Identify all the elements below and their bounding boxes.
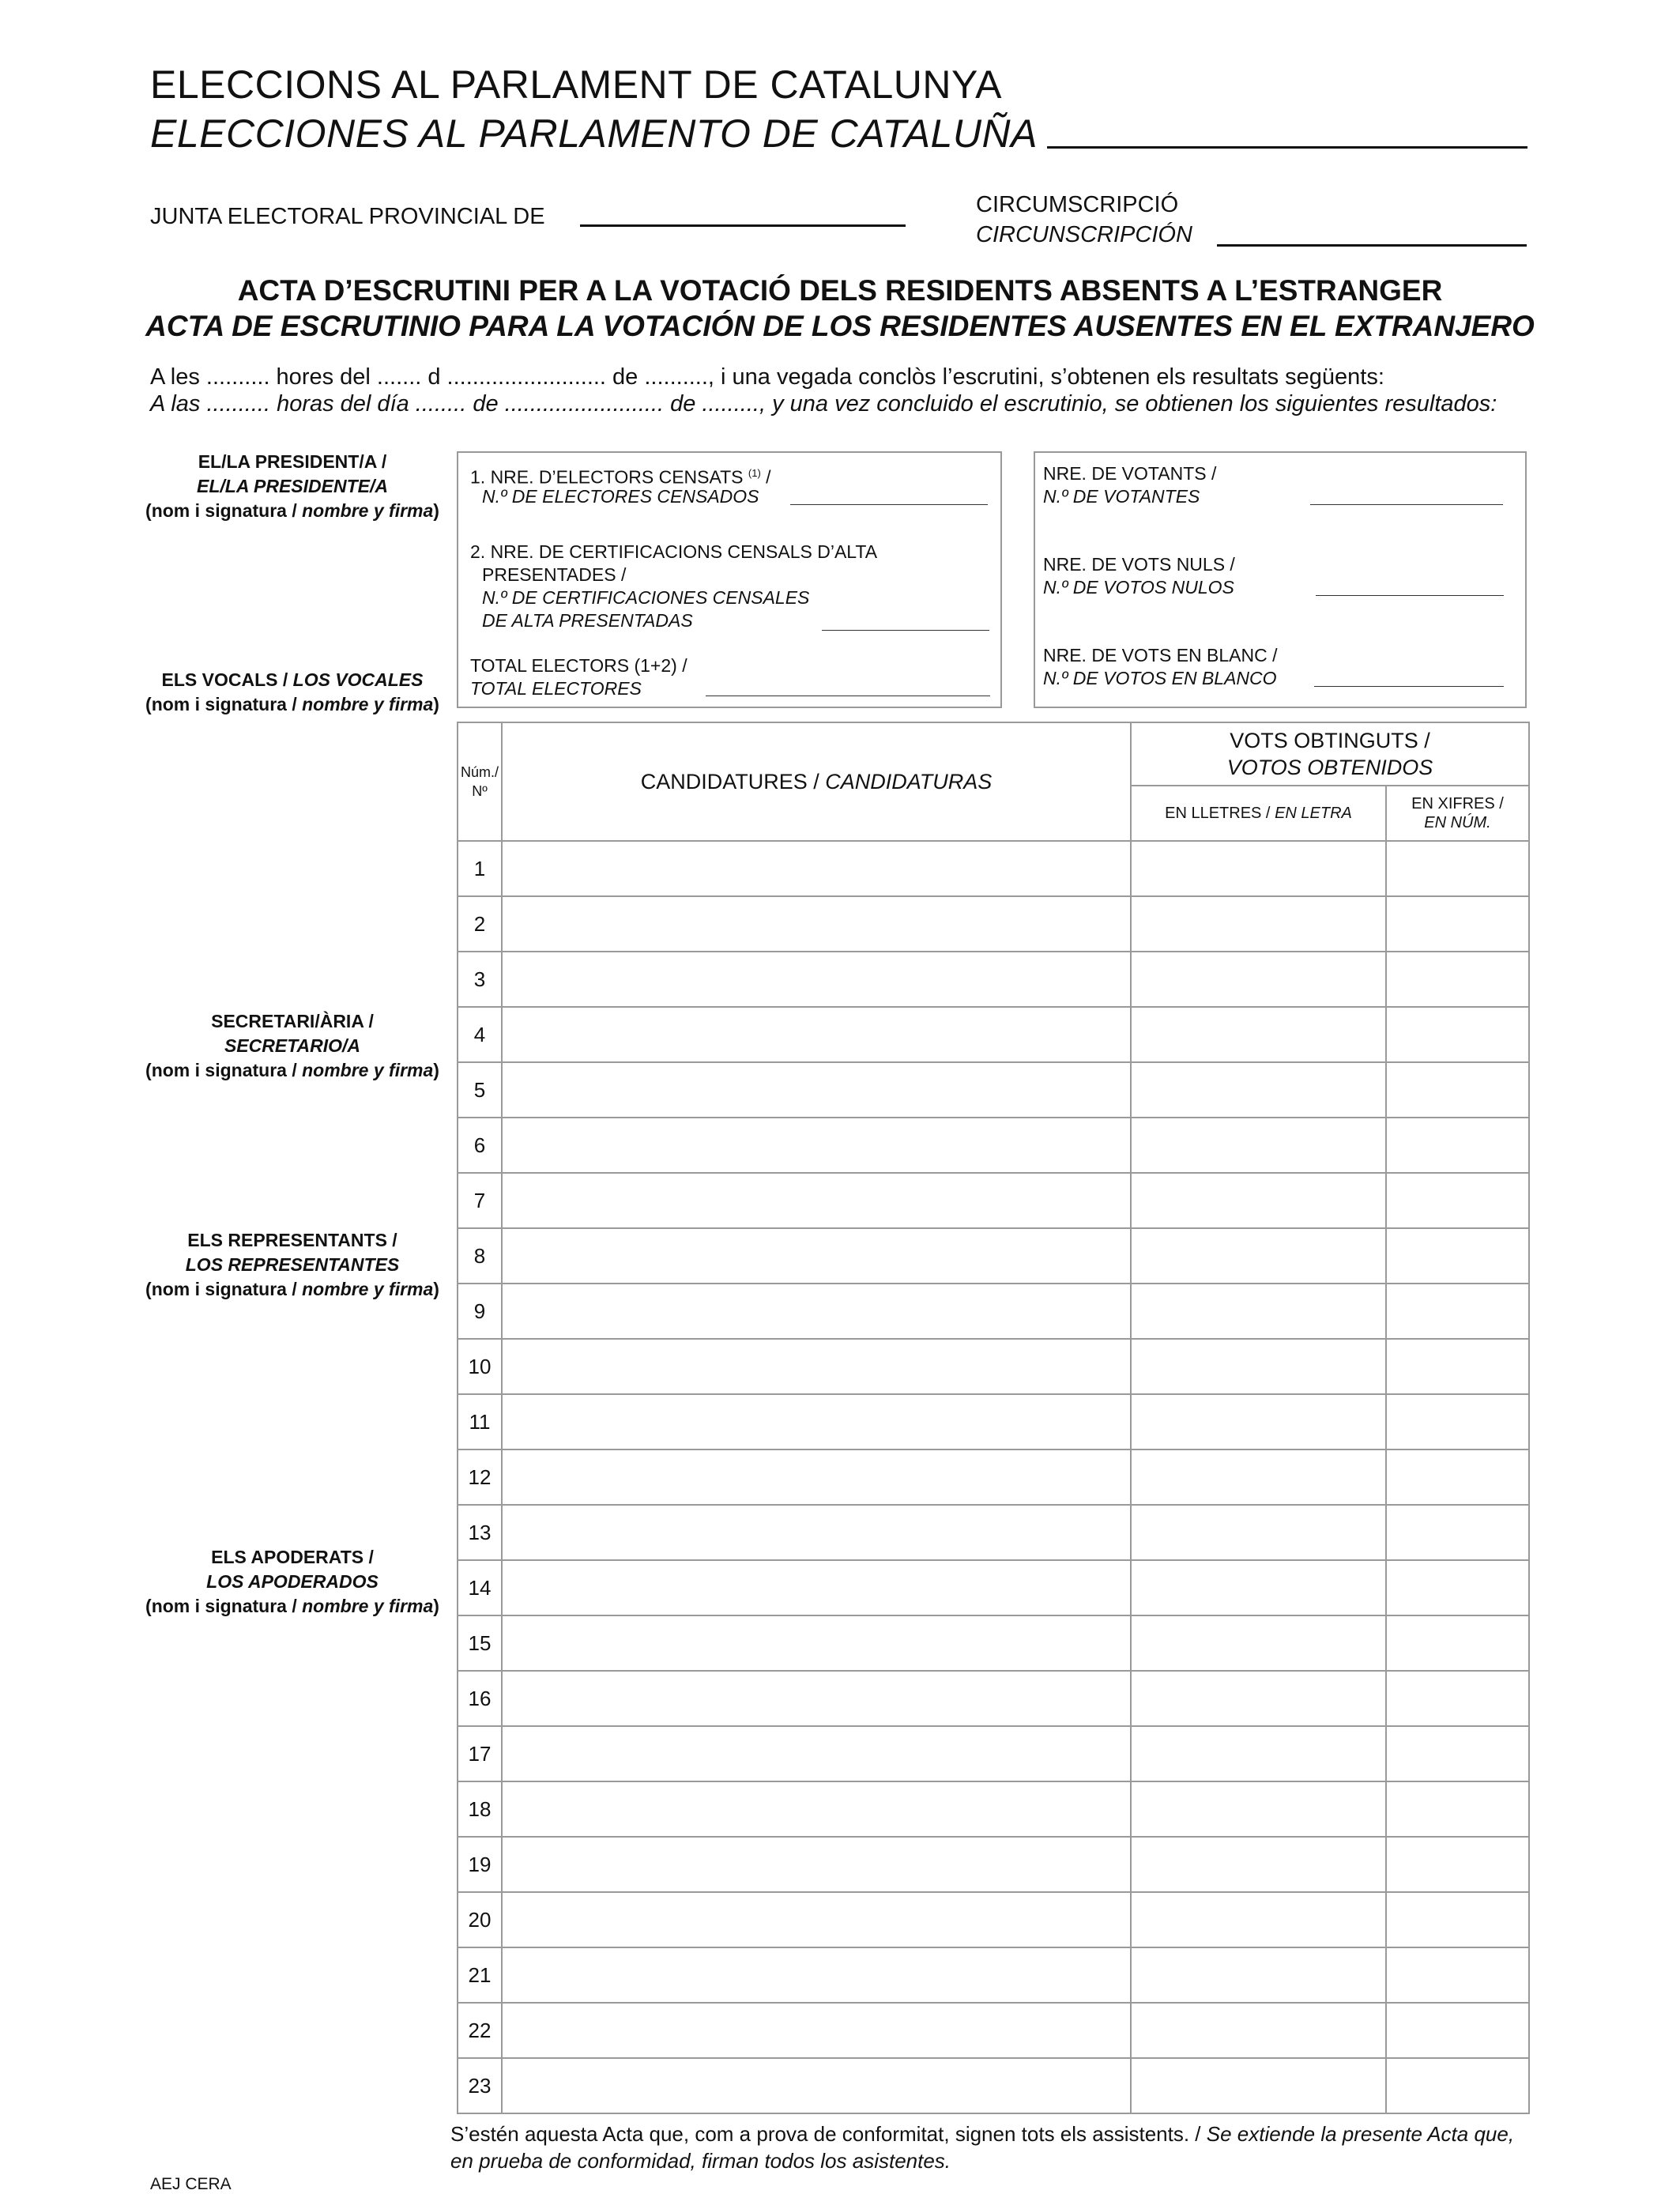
votes-words-cell[interactable] bbox=[1131, 1449, 1386, 1505]
electors-total-es: TOTAL ELECTORES bbox=[470, 678, 642, 699]
votes-figures-cell[interactable] bbox=[1386, 1892, 1529, 1947]
junta-label: JUNTA ELECTORAL PROVINCIAL DE bbox=[150, 204, 545, 229]
footer-statement: S’estén aquesta Acta que, com a prova de conformitat, signen tots els assistents. / Se extiende la presente Acta que, en prueba de conformidad, firman todos los asistentes. bbox=[450, 2122, 1515, 2173]
candidature-cell[interactable] bbox=[502, 1726, 1131, 1781]
table-row bbox=[458, 1007, 1529, 1062]
candidatures-header: CANDIDATURES / CANDIDATURAS bbox=[502, 722, 1131, 841]
table-row bbox=[458, 1837, 1529, 1892]
electors-item1-ca: 1. NRE. D’ELECTORS CENSATS $^{(1)}$ / bbox=[470, 466, 771, 488]
candidature-cell[interactable] bbox=[502, 1062, 1131, 1118]
circ-fill-line[interactable] bbox=[1217, 244, 1527, 247]
table-row bbox=[458, 896, 1529, 952]
electors-total-ca: TOTAL ELECTORS (1+2) / bbox=[470, 655, 687, 676]
candidature-cell[interactable] bbox=[502, 1118, 1131, 1173]
votes-words-cell[interactable] bbox=[1131, 1062, 1386, 1118]
junta-fill-line[interactable] bbox=[580, 224, 906, 227]
row-number: 13 bbox=[458, 1505, 502, 1560]
votes-figures-cell[interactable] bbox=[1386, 1118, 1529, 1173]
votes-figures-cell[interactable] bbox=[1386, 1671, 1529, 1726]
row-number: 19 bbox=[458, 1837, 502, 1892]
votes-words-cell[interactable] bbox=[1131, 1118, 1386, 1173]
votes-words-cell[interactable] bbox=[1131, 1007, 1386, 1062]
votes-figures-cell[interactable] bbox=[1386, 1560, 1529, 1615]
candidature-cell[interactable] bbox=[502, 1947, 1131, 2003]
votes-words-cell[interactable] bbox=[1131, 1947, 1386, 2003]
table-row bbox=[458, 1560, 1529, 1615]
row-number: 4 bbox=[458, 1007, 502, 1062]
table-row bbox=[458, 2003, 1529, 2058]
acta-title-catalan: ACTA D’ESCRUTINI PER A LA VOTACIÓ DELS RESIDENTS ABSENTS A L’ESTRANGER bbox=[237, 274, 1443, 307]
candidature-cell[interactable] bbox=[502, 1394, 1131, 1449]
title-catalan: ELECCIONS AL PARLAMENT DE CATALUNYA bbox=[150, 62, 1002, 107]
candidature-cell[interactable] bbox=[502, 1671, 1131, 1726]
votes-words-cell[interactable] bbox=[1131, 1284, 1386, 1339]
votes-words-cell[interactable] bbox=[1131, 1615, 1386, 1671]
row-number: 10 bbox=[458, 1339, 502, 1394]
row-number: 20 bbox=[458, 1892, 502, 1947]
votes-words-cell[interactable] bbox=[1131, 2058, 1386, 2113]
votes-figures-cell[interactable] bbox=[1386, 1449, 1529, 1505]
blanc-es: N.º DE VOTOS EN BLANCO bbox=[1043, 668, 1277, 688]
votes-words-cell[interactable] bbox=[1131, 1726, 1386, 1781]
votes-words-cell[interactable] bbox=[1131, 841, 1386, 896]
table-row bbox=[458, 1394, 1529, 1449]
row-number: 22 bbox=[458, 2003, 502, 2058]
row-number: 12 bbox=[458, 1449, 502, 1505]
table-row bbox=[458, 841, 1529, 896]
nuls-ca: NRE. DE VOTS NULS / bbox=[1043, 554, 1235, 575]
candidature-cell[interactable] bbox=[502, 1173, 1131, 1228]
table-row bbox=[458, 1173, 1529, 1228]
apoderats-label: ELS APODERATS / LOS APODERADOS (nom i signatura / nombre y firma) bbox=[145, 1547, 439, 1616]
candidature-cell[interactable] bbox=[502, 1007, 1131, 1062]
votes-words-cell[interactable] bbox=[1131, 1837, 1386, 1892]
votes-figures-cell[interactable] bbox=[1386, 1781, 1529, 1837]
table-row bbox=[458, 1339, 1529, 1394]
votes-figures-cell[interactable] bbox=[1386, 1228, 1529, 1284]
nuls-line[interactable] bbox=[1316, 595, 1504, 596]
candidatures-table bbox=[457, 722, 1530, 2114]
votes-words-cell[interactable] bbox=[1131, 1173, 1386, 1228]
row-number: 16 bbox=[458, 1671, 502, 1726]
table-row bbox=[458, 1726, 1529, 1781]
votants-ca: NRE. DE VOTANTS / bbox=[1043, 463, 1217, 484]
row-number: 15 bbox=[458, 1615, 502, 1671]
votes-figures-cell[interactable] bbox=[1386, 1837, 1529, 1892]
row-number: 7 bbox=[458, 1173, 502, 1228]
table-row bbox=[458, 1062, 1529, 1118]
votes-words-cell[interactable] bbox=[1131, 896, 1386, 952]
electors-item1-es: N.º DE ELECTORES CENSADOS bbox=[482, 486, 759, 507]
votes-figures-cell[interactable] bbox=[1386, 1284, 1529, 1339]
table-row bbox=[458, 1449, 1529, 1505]
form-code: AEJ CERA bbox=[150, 2175, 232, 2193]
votes-obtained-header: VOTS OBTINGUTS / VOTOS OBTENIDOS bbox=[1131, 722, 1529, 786]
secretari-label: SECRETARI/ÀRIA / SECRETARIO/A (nom i signatura / nombre y firma) bbox=[145, 1011, 439, 1080]
votes-words-cell[interactable] bbox=[1131, 1781, 1386, 1837]
table-row bbox=[458, 1671, 1529, 1726]
candidature-cell[interactable] bbox=[502, 1837, 1131, 1892]
circ-label-spanish: CIRCUNSCRIPCIÓN bbox=[976, 222, 1192, 247]
votes-figures-cell[interactable] bbox=[1386, 1007, 1529, 1062]
vocals-label: ELS VOCALS / LOS VOCALES (nom i signatura / nombre y firma) bbox=[145, 669, 439, 714]
table-row bbox=[458, 1228, 1529, 1284]
votes-words-cell[interactable] bbox=[1131, 1339, 1386, 1394]
table-row bbox=[458, 1781, 1529, 1837]
row-number: 5 bbox=[458, 1062, 502, 1118]
votes-words-cell[interactable] bbox=[1131, 1394, 1386, 1449]
nuls-es: N.º DE VOTOS NULOS bbox=[1043, 577, 1234, 598]
votes-figures-cell[interactable] bbox=[1386, 1394, 1529, 1449]
candidature-cell[interactable] bbox=[502, 1615, 1131, 1671]
candidature-cell[interactable] bbox=[502, 1284, 1131, 1339]
row-number: 3 bbox=[458, 952, 502, 1007]
candidature-cell[interactable] bbox=[502, 1449, 1131, 1505]
table-row bbox=[458, 1892, 1529, 1947]
votes-words-cell[interactable] bbox=[1131, 2003, 1386, 2058]
votants-es: N.º DE VOTANTES bbox=[1043, 486, 1200, 507]
electors-item1-line[interactable] bbox=[790, 504, 988, 505]
electors-item2-ca-b: PRESENTADES / bbox=[482, 564, 627, 585]
blanc-ca: NRE. DE VOTS EN BLANC / bbox=[1043, 645, 1278, 665]
candidature-cell[interactable] bbox=[502, 1228, 1131, 1284]
row-number: 23 bbox=[458, 2058, 502, 2113]
candidature-cell[interactable] bbox=[502, 952, 1131, 1007]
votes-words-cell[interactable] bbox=[1131, 1892, 1386, 1947]
votes-words-cell[interactable] bbox=[1131, 1505, 1386, 1560]
row-number: 6 bbox=[458, 1118, 502, 1173]
votes-words-cell[interactable] bbox=[1131, 952, 1386, 1007]
candidature-cell[interactable] bbox=[502, 1505, 1131, 1560]
row-number: 11 bbox=[458, 1394, 502, 1449]
table-row bbox=[458, 1947, 1529, 2003]
votes-figures-cell[interactable] bbox=[1386, 952, 1529, 1007]
representants-label: ELS REPRESENTANTS / LOS REPRESENTANTES (nom i signatura / nombre y firma) bbox=[145, 1230, 439, 1299]
table-row bbox=[458, 1505, 1529, 1560]
row-number: 1 bbox=[458, 841, 502, 896]
president-label: EL/LA PRESIDENT/A / EL/LA PRESIDENTE/A (nom i signatura / nombre y firma) bbox=[145, 451, 439, 521]
num-header: Núm./ Nº bbox=[458, 722, 502, 841]
intro-spanish: A las .......... horas del día ........ de ......................... de ........., y una vez concluido el escrutinio, se obtienen los siguientes resultados: bbox=[150, 391, 1497, 417]
title-fill-line[interactable] bbox=[1047, 146, 1527, 149]
in-words-header: EN LLETRES / EN LETRA bbox=[1131, 786, 1386, 841]
row-number: 14 bbox=[458, 1560, 502, 1615]
votes-figures-cell[interactable] bbox=[1386, 1947, 1529, 2003]
row-number: 8 bbox=[458, 1228, 502, 1284]
circ-label-catalan: CIRCUMSCRIPCIÓ bbox=[976, 192, 1179, 217]
candidature-cell[interactable] bbox=[502, 1892, 1131, 1947]
candidature-cell[interactable] bbox=[502, 2003, 1131, 2058]
row-number: 9 bbox=[458, 1284, 502, 1339]
table-row bbox=[458, 952, 1529, 1007]
votes-figures-cell[interactable] bbox=[1386, 2058, 1529, 2113]
votes-figures-cell[interactable] bbox=[1386, 1062, 1529, 1118]
candidature-cell[interactable] bbox=[502, 1339, 1131, 1394]
votants-line[interactable] bbox=[1310, 504, 1503, 505]
votes-words-cell[interactable] bbox=[1131, 1671, 1386, 1726]
candidature-cell[interactable] bbox=[502, 2058, 1131, 2113]
row-number: 21 bbox=[458, 1947, 502, 2003]
candidature-cell[interactable] bbox=[502, 1781, 1131, 1837]
electors-item2-es-b: DE ALTA PRESENTADAS bbox=[482, 610, 693, 631]
title-spanish: ELECCIONES AL PARLAMENTO DE CATALUÑA bbox=[150, 111, 1038, 156]
in-figures-header: EN XIFRES / EN NÚM. bbox=[1386, 786, 1529, 841]
blanc-line[interactable] bbox=[1314, 686, 1504, 687]
votes-figures-cell[interactable] bbox=[1386, 1615, 1529, 1671]
votes-figures-cell[interactable] bbox=[1386, 841, 1529, 896]
acta-title-spanish: ACTA DE ESCRUTINIO PARA LA VOTACIÓN DE LOS RESIDENTES AUSENTES EN EL EXTRANJERO bbox=[145, 310, 1535, 342]
votes-words-cell[interactable] bbox=[1131, 1228, 1386, 1284]
row-number: 2 bbox=[458, 896, 502, 952]
votes-figures-cell[interactable] bbox=[1386, 1505, 1529, 1560]
votes-figures-cell[interactable] bbox=[1386, 1173, 1529, 1228]
votes-figures-cell[interactable] bbox=[1386, 896, 1529, 952]
table-row bbox=[458, 2058, 1529, 2113]
votes-figures-cell[interactable] bbox=[1386, 1726, 1529, 1781]
electors-item2-line[interactable] bbox=[822, 630, 989, 631]
candidature-cell[interactable] bbox=[502, 1560, 1131, 1615]
table-row bbox=[458, 1118, 1529, 1173]
table-row bbox=[458, 1615, 1529, 1671]
electors-item2-ca-a: 2. NRE. DE CERTIFICACIONS CENSALS D’ALTA bbox=[470, 541, 878, 562]
candidature-cell[interactable] bbox=[502, 841, 1131, 896]
table-row bbox=[458, 1284, 1529, 1339]
intro-catalan: A les .......... hores del ....... d ......................... de .........., i una vegada conclòs l’escrutini, s’obtenen els resultats següents: bbox=[150, 364, 1384, 390]
votes-words-cell[interactable] bbox=[1131, 1560, 1386, 1615]
electors-item2-es-a: N.º DE CERTIFICACIONES CENSALES bbox=[482, 587, 810, 608]
row-number: 18 bbox=[458, 1781, 502, 1837]
candidature-cell[interactable] bbox=[502, 896, 1131, 952]
row-number: 17 bbox=[458, 1726, 502, 1781]
votes-figures-cell[interactable] bbox=[1386, 1339, 1529, 1394]
votes-figures-cell[interactable] bbox=[1386, 2003, 1529, 2058]
